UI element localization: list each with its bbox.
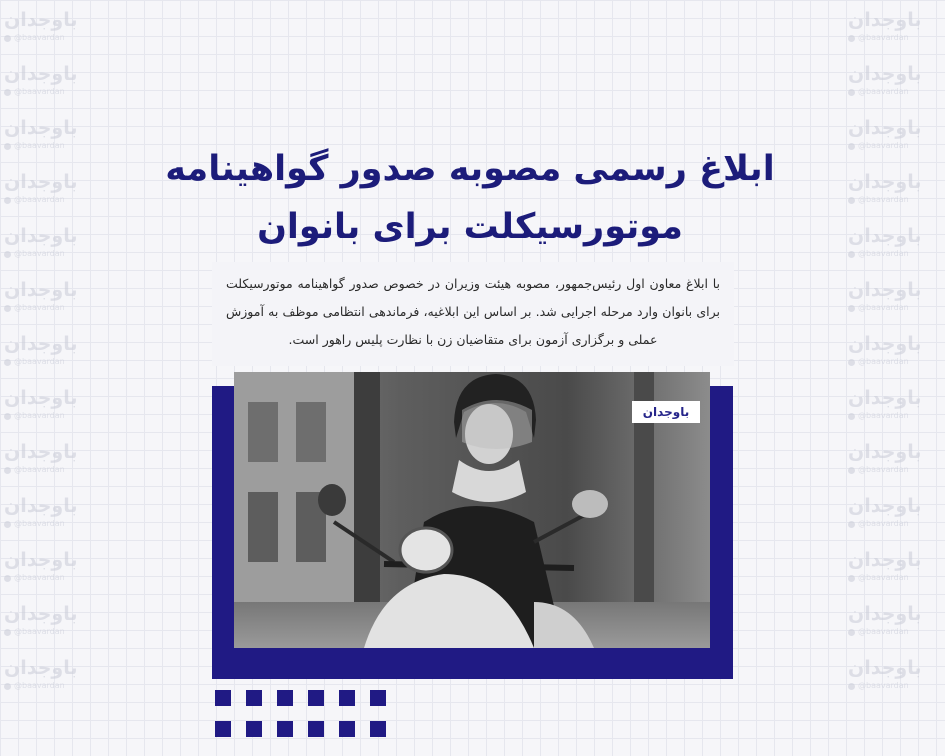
- social-icon: [848, 521, 855, 528]
- watermark-handle: [848, 573, 909, 583]
- watermark-logo: باوجدان: [4, 333, 78, 355]
- headline-line-2: موتورسیکلت برای بانوان: [257, 207, 683, 247]
- watermark-item: [848, 278, 944, 332]
- watermark-handle: [4, 141, 65, 151]
- photo-watermark-logo: باوجدان: [632, 401, 700, 423]
- watermark-logo: باوجدان: [848, 117, 922, 139]
- watermark-item: [4, 332, 100, 386]
- decorative-square: [339, 721, 355, 737]
- watermark-handle-text: @baavardan: [14, 195, 65, 204]
- watermark-handle: [4, 195, 65, 205]
- decorative-square: [246, 721, 262, 737]
- watermark-logo: باوجدان: [848, 549, 922, 571]
- watermark-logo: باوجدان: [4, 171, 78, 193]
- watermark-item: [848, 8, 944, 62]
- watermark-logo: باوجدان: [848, 333, 922, 355]
- watermark-item: [848, 602, 944, 656]
- watermark-logo: باوجدان: [848, 495, 922, 517]
- watermark-item: [4, 602, 100, 656]
- social-icon: [848, 89, 855, 96]
- decorative-square: [339, 690, 355, 706]
- watermark-handle-text: @baavardan: [14, 249, 65, 258]
- watermark-handle-text: @baavardan: [14, 519, 65, 528]
- watermark-item: [4, 656, 100, 710]
- watermark-column-left: [4, 8, 100, 710]
- watermark-item: [848, 62, 944, 116]
- social-icon: [4, 683, 11, 690]
- social-icon: [848, 35, 855, 42]
- decorative-square: [370, 690, 386, 706]
- watermark-item: [4, 8, 100, 62]
- watermark-item: [4, 548, 100, 602]
- social-icon: [4, 467, 11, 474]
- social-icon: [4, 359, 11, 366]
- body-text-box: [212, 262, 734, 366]
- social-icon: [4, 629, 11, 636]
- watermark-logo: باوجدان: [848, 657, 922, 679]
- watermark-logo: باوجدان: [4, 495, 78, 517]
- watermark-handle-text: @baavardan: [858, 249, 909, 258]
- watermark-logo: باوجدان: [4, 63, 78, 85]
- watermark-handle: [4, 357, 65, 367]
- watermark-handle: [4, 411, 65, 421]
- watermark-handle-text: @baavardan: [858, 87, 909, 96]
- watermark-handle: [848, 33, 909, 43]
- social-icon: [4, 521, 11, 528]
- watermark-logo: باوجدان: [848, 225, 922, 247]
- woman-on-scooter-photo: [234, 372, 710, 648]
- watermark-handle: [848, 303, 909, 313]
- decorative-square: [277, 721, 293, 737]
- social-icon: [848, 683, 855, 690]
- watermark-handle: [4, 573, 65, 583]
- watermark-logo: باوجدان: [4, 225, 78, 247]
- social-icon: [848, 629, 855, 636]
- watermark-handle: [848, 141, 909, 151]
- watermark-handle-text: @baavardan: [14, 357, 65, 366]
- headline: [150, 140, 790, 256]
- social-icon: [848, 359, 855, 366]
- watermark-handle-text: @baavardan: [14, 465, 65, 474]
- watermark-item: [848, 494, 944, 548]
- watermark-item: [848, 170, 944, 224]
- watermark-item: [4, 494, 100, 548]
- decorative-square: [308, 690, 324, 706]
- watermark-handle-text: @baavardan: [858, 411, 909, 420]
- watermark-item: [848, 386, 944, 440]
- watermark-handle-text: @baavardan: [858, 33, 909, 42]
- social-icon: [4, 35, 11, 42]
- watermark-logo: باوجدان: [4, 117, 78, 139]
- watermark-handle: [848, 519, 909, 529]
- decorative-square: [215, 690, 231, 706]
- social-icon: [848, 143, 855, 150]
- watermark-logo: باوجدان: [848, 279, 922, 301]
- watermark-handle: [848, 357, 909, 367]
- watermark-handle: [848, 411, 909, 421]
- watermark-handle-text: @baavardan: [14, 303, 65, 312]
- watermark-handle: [4, 249, 65, 259]
- decorative-square: [308, 721, 324, 737]
- watermark-handle: [848, 87, 909, 97]
- watermark-handle: [848, 627, 909, 637]
- watermark-handle: [4, 681, 65, 691]
- watermark-handle: [4, 303, 65, 313]
- social-icon: [848, 305, 855, 312]
- watermark-handle: [848, 681, 909, 691]
- watermark-item: [848, 656, 944, 710]
- watermark-handle-text: @baavardan: [858, 519, 909, 528]
- social-icon: [4, 575, 11, 582]
- decorative-dot-grid: [215, 690, 386, 737]
- watermark-handle: [848, 195, 909, 205]
- watermark-logo: باوجدان: [4, 657, 78, 679]
- watermark-handle-text: @baavardan: [14, 141, 65, 150]
- watermark-item: [848, 332, 944, 386]
- social-icon: [4, 413, 11, 420]
- watermark-handle-text: @baavardan: [858, 465, 909, 474]
- watermark-logo: باوجدان: [4, 603, 78, 625]
- watermark-logo: باوجدان: [848, 63, 922, 85]
- watermark-item: [4, 170, 100, 224]
- watermark-item: [848, 116, 944, 170]
- watermark-item: [4, 224, 100, 278]
- watermark-logo: باوجدان: [848, 171, 922, 193]
- watermark-handle-text: @baavardan: [858, 141, 909, 150]
- watermark-handle: [848, 465, 909, 475]
- body-paragraph: با ابلاغ معاون اول رئیس‌جمهور، مصوبه هیئت وزیران در خصوص صدور گواهینامه موتورسیکلت برای بانوان وارد مرحله اجرایی شد. بر اساس این ابلاغیه، فرماندهی انتظامی موظف به آموزش عملی و برگزاری آزمون برای متقاضیان زن با نظارت پلیس راهور است.: [226, 276, 720, 347]
- watermark-logo: باوجدان: [4, 549, 78, 571]
- social-icon: [4, 305, 11, 312]
- social-icon: [848, 575, 855, 582]
- watermark-logo: باوجدان: [848, 441, 922, 463]
- watermark-handle-text: @baavardan: [14, 33, 65, 42]
- headline-line-1: ابلاغ رسمی مصوبه صدور گواهینامه: [165, 149, 775, 189]
- watermark-handle: [4, 87, 65, 97]
- watermark-logo: باوجدان: [4, 279, 78, 301]
- watermark-handle-text: @baavardan: [14, 411, 65, 420]
- social-icon: [4, 251, 11, 258]
- watermark-item: [848, 440, 944, 494]
- decorative-square: [215, 721, 231, 737]
- social-icon: [848, 413, 855, 420]
- watermark-handle-text: @baavardan: [858, 303, 909, 312]
- watermark-handle-text: @baavardan: [14, 681, 65, 690]
- social-icon: [4, 197, 11, 204]
- watermark-handle: [4, 627, 65, 637]
- watermark-item: [4, 386, 100, 440]
- watermark-item: [848, 548, 944, 602]
- decorative-square: [277, 690, 293, 706]
- watermark-item: [4, 62, 100, 116]
- watermark-handle: [4, 465, 65, 475]
- watermark-handle-text: @baavardan: [858, 357, 909, 366]
- watermark-logo: باوجدان: [848, 9, 922, 31]
- watermark-handle-text: @baavardan: [858, 573, 909, 582]
- social-icon: [848, 467, 855, 474]
- watermark-item: [4, 116, 100, 170]
- watermark-handle-text: @baavardan: [858, 627, 909, 636]
- watermark-handle-text: @baavardan: [14, 87, 65, 96]
- social-icon: [4, 143, 11, 150]
- watermark-logo: باوجدان: [848, 387, 922, 409]
- watermark-logo: باوجدان: [4, 9, 78, 31]
- watermark-logo: باوجدان: [848, 603, 922, 625]
- watermark-handle-text: @baavardan: [858, 681, 909, 690]
- watermark-handle-text: @baavardan: [14, 573, 65, 582]
- decorative-square: [370, 721, 386, 737]
- watermark-handle: [4, 33, 65, 43]
- watermark-handle: [848, 249, 909, 259]
- watermark-item: [4, 440, 100, 494]
- watermark-logo: باوجدان: [4, 441, 78, 463]
- watermark-item: [848, 224, 944, 278]
- watermark-handle-text: @baavardan: [858, 195, 909, 204]
- social-icon: [848, 251, 855, 258]
- social-icon: [4, 89, 11, 96]
- decorative-square: [246, 690, 262, 706]
- watermark-handle-text: @baavardan: [14, 627, 65, 636]
- watermark-handle: [4, 519, 65, 529]
- watermark-item: [4, 278, 100, 332]
- watermark-column-right: [848, 8, 944, 710]
- watermark-logo: باوجدان: [4, 387, 78, 409]
- social-icon: [848, 197, 855, 204]
